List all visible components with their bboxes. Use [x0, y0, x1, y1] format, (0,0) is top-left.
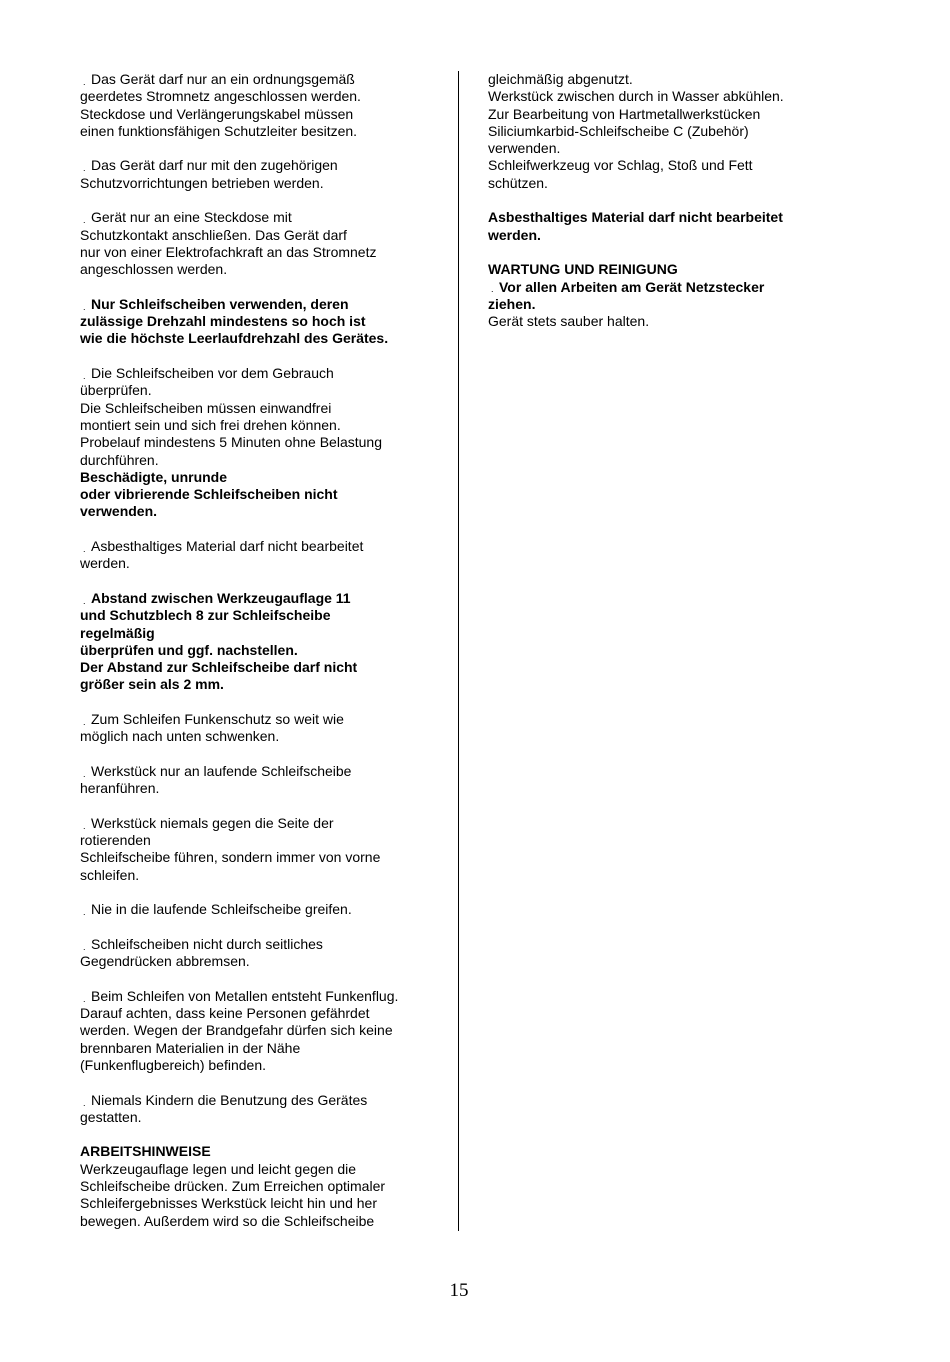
text-line: Der Abstand zur Schleifscheibe darf nicht: [80, 659, 358, 676]
text-line: Asbesthaltiges Material darf nicht bearbeitet: [91, 538, 364, 555]
text-line: oder vibrierende Schleifscheiben nicht: [80, 486, 338, 503]
paragraph: [80, 296, 440, 348]
text-line: Niemals Kindern die Benutzung des Gerätes: [91, 1091, 368, 1108]
text-line: ARBEITSHINWEISE: [80, 1143, 211, 1160]
text-line: gleichmäßig abgenutzt.: [488, 71, 633, 87]
text-line: werden.: [80, 555, 130, 572]
bullet-mark-icon: .: [83, 1097, 86, 1108]
text-line: Schleifergebnisses Werkstück leicht hin und her: [80, 1195, 378, 1212]
paragraph: [488, 71, 858, 192]
text-line: angeschlossen werden.: [80, 261, 228, 278]
left-column: [80, 71, 440, 1247]
bullet-mark-icon: .: [83, 215, 86, 226]
text-line: Steckdose und Verlängerungskabel müssen: [80, 105, 354, 122]
text-line: bewegen. Außerdem wird so die Schleifscheibe: [80, 1212, 375, 1229]
paragraph: [80, 157, 440, 192]
text-line: Nur Schleifscheiben verwenden, deren: [91, 295, 349, 312]
paragraph: [80, 365, 440, 521]
bullet-mark-icon: .: [83, 716, 86, 727]
text-line: (Funkenflugbereich) befinden.: [80, 1056, 267, 1073]
text-line: verwenden.: [80, 503, 158, 520]
text-line: überprüfen.: [80, 382, 152, 399]
text-line: Zum Schleifen Funkenschutz so weit wie: [91, 710, 344, 727]
right-column: [488, 71, 858, 348]
paragraph: [80, 815, 440, 884]
text-line: möglich nach unten schwenken.: [80, 728, 280, 745]
text-line: Werkstück nur an laufende Schleifscheibe: [91, 762, 352, 779]
bullet-mark-icon: .: [83, 371, 86, 382]
bullet-mark-icon: .: [83, 941, 86, 952]
text-line: und Schutzblech 8 zur Schleifscheibe: [80, 607, 331, 624]
text-line: Siliciumkarbid-Schleifscheibe C (Zubehör): [488, 122, 749, 139]
text-line: ziehen.: [488, 295, 536, 312]
text-line: heranführen.: [80, 780, 160, 797]
paragraph: [80, 209, 440, 278]
text-line: verwenden.: [488, 140, 561, 157]
text-line: durchführen.: [80, 451, 159, 468]
text-line: Beschädigte, unrunde: [80, 468, 228, 485]
bullet-mark-icon: .: [83, 993, 86, 1004]
text-line: Darauf achten, dass keine Personen gefährdet: [80, 1005, 370, 1022]
bullet-mark-icon: .: [83, 768, 86, 779]
text-line: Die Schleifscheiben müssen einwandfrei: [80, 399, 332, 416]
text-line: Gerät nur an eine Steckdose mit: [91, 209, 292, 226]
text-line: Gerät stets sauber halten.: [488, 313, 650, 330]
text-line: Das Gerät darf nur mit den zugehörigen: [91, 157, 338, 174]
text-line: Werkstück niemals gegen die Seite der: [91, 814, 334, 831]
text-line: zulässige Drehzahl mindestens so hoch ist: [80, 313, 366, 330]
bullet-mark-icon: .: [83, 301, 86, 312]
paragraph: [80, 763, 440, 798]
paragraph: [80, 988, 440, 1074]
text-line: Das Gerät darf nur an ein ordnungsgemäß: [91, 71, 355, 87]
paragraph: [80, 538, 440, 573]
text-line: regelmäßig: [80, 624, 155, 641]
bullet-mark-icon: .: [83, 77, 86, 87]
paragraph: [488, 209, 858, 244]
text-line: überprüfen und ggf. nachstellen.: [80, 641, 298, 658]
text-line: Beim Schleifen von Metallen entsteht Funkenflug.: [91, 987, 399, 1004]
text-line: Schutzkontakt anschließen. Das Gerät darf: [80, 226, 347, 243]
text-line: Die Schleifscheiben vor dem Gebrauch: [91, 365, 334, 382]
text-line: WARTUNG UND REINIGUNG: [488, 261, 678, 278]
text-line: gestatten.: [80, 1108, 142, 1125]
paragraph: [488, 261, 858, 330]
text-line: Zur Bearbeitung von Hartmetallwerkstücken: [488, 105, 761, 122]
text-line: Abstand zwischen Werkzeugauflage 11: [91, 589, 351, 606]
text-line: Werkstück zwischen durch in Wasser abkühlen.: [488, 88, 784, 105]
page-number: 15: [449, 1280, 469, 1301]
paragraph: [80, 711, 440, 746]
paragraph: [80, 71, 440, 140]
text-line: Probelauf mindestens 5 Minuten ohne Belastung: [80, 434, 382, 451]
paragraph: [80, 1092, 440, 1127]
paragraph: [80, 901, 440, 918]
text-line: Schleifwerkzeug vor Schlag, Stoß und Fett: [488, 157, 753, 174]
text-line: einen funktionsfähigen Schutzleiter besitzen.: [80, 122, 358, 139]
bullet-mark-icon: .: [491, 284, 494, 295]
text-line: schützen.: [488, 174, 548, 191]
text-line: schleifen.: [80, 866, 140, 883]
text-line: Nie in die laufende Schleifscheibe greifen.: [91, 901, 352, 918]
text-line: rotierenden: [80, 832, 151, 849]
text-line: Asbesthaltiges Material darf nicht bearbeitet: [488, 209, 783, 226]
text-line: Schutzvorrichtungen betrieben werden.: [80, 174, 324, 191]
text-line: nur von einer Elektrofachkraft an das Stromnetz: [80, 243, 377, 260]
text-line: werden.: [488, 226, 541, 243]
bullet-mark-icon: .: [83, 544, 86, 555]
column-divider: [458, 71, 459, 1231]
text-line: größer sein als 2 mm.: [80, 676, 224, 693]
text-line: wie die höchste Leerlaufdrehzahl des Gerätes.: [80, 330, 389, 347]
paragraph: [80, 1143, 440, 1229]
text-line: Schleifscheibe drücken. Zum Erreichen optimaler: [80, 1178, 386, 1194]
text-line: brennbaren Materialien in der Nähe: [80, 1039, 301, 1056]
text-line: werden. Wegen der Brandgefahr dürfen sich keine: [80, 1022, 393, 1039]
text-line: geerdetes Stromnetz angeschlossen werden.: [80, 88, 361, 105]
text-line: Gegendrücken abbremsen.: [80, 953, 250, 970]
text-line: Schleifscheibe führen, sondern immer von vorne: [80, 849, 381, 866]
text-line: Vor allen Arbeiten am Gerät Netzstecker: [499, 278, 765, 295]
text-line: montiert sein und sich frei drehen können.: [80, 416, 341, 433]
bullet-mark-icon: .: [83, 163, 86, 174]
paragraph: [80, 590, 440, 694]
bullet-mark-icon: .: [83, 907, 86, 918]
bullet-mark-icon: .: [83, 595, 86, 606]
paragraph: [80, 936, 440, 971]
text-line: Schleifscheiben nicht durch seitliches: [91, 935, 323, 952]
bullet-mark-icon: .: [83, 820, 86, 831]
text-line: Werkzeugauflage legen und leicht gegen die: [80, 1160, 357, 1177]
